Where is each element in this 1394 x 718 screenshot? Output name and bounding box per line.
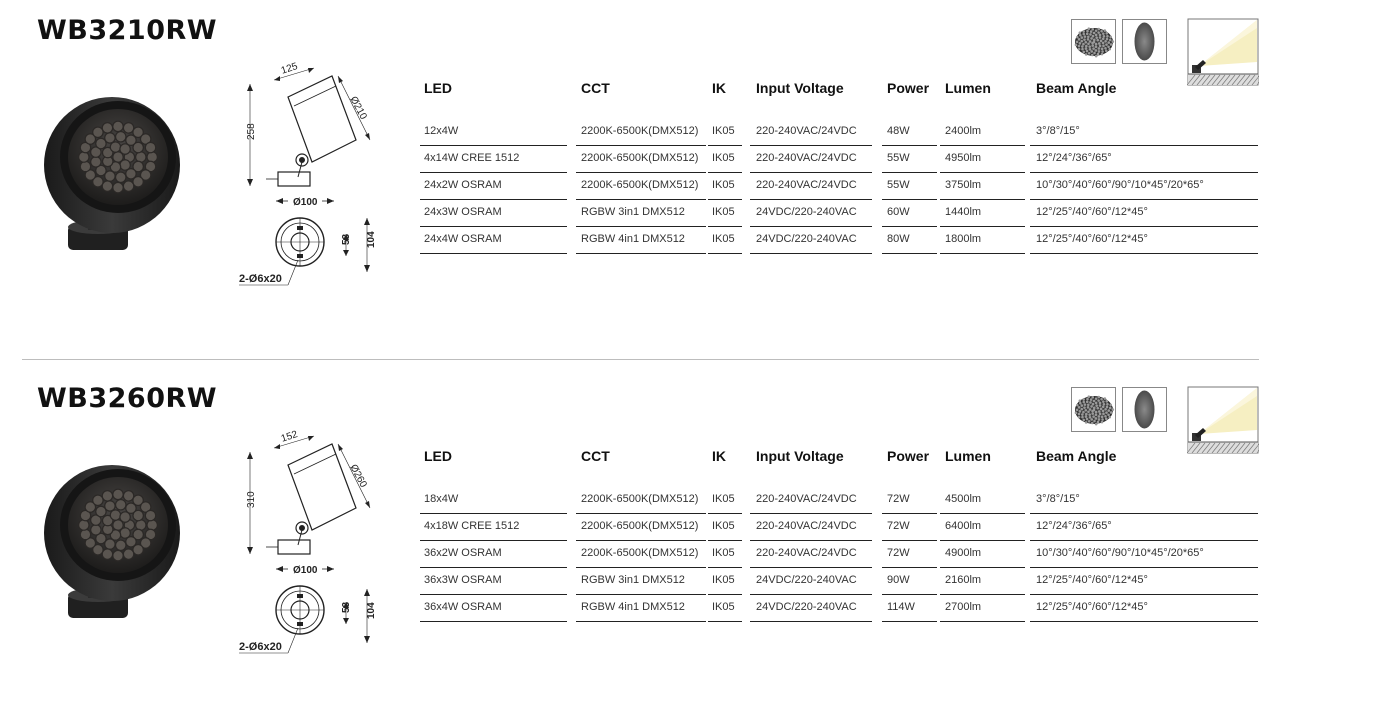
row-rule: [750, 567, 872, 568]
table-cell-beam: 12°/25°/40°/60°/12*45°: [1036, 206, 1148, 218]
table-cell-voltage: 220-240VAC/24VDC: [756, 152, 857, 164]
table-cell-ik: IK05: [712, 547, 735, 559]
row-rule: [420, 199, 567, 200]
row-rule: [940, 567, 1025, 568]
table-cell-lumen: 1800lm: [945, 233, 982, 245]
table-cell-ik: IK05: [712, 493, 735, 505]
dim-diameter: Ø260: [347, 462, 369, 490]
table-cell-lumen: 4500lm: [945, 493, 982, 505]
table-cell-ik: IK05: [712, 125, 735, 137]
table-cell-beam: 12°/25°/40°/60°/12*45°: [1036, 601, 1148, 613]
dim-base: Ø100: [293, 565, 318, 576]
table-cell-power: 60W: [887, 206, 910, 218]
dim-top: 152: [279, 430, 300, 445]
dim-base: Ø100: [293, 197, 318, 208]
table-cell-cct: RGBW 3in1 DMX512: [581, 574, 685, 586]
table-cell-beam: 3°/8°/15°: [1036, 125, 1080, 137]
table-cell-power: 48W: [887, 125, 910, 137]
table-cell-voltage: 220-240VAC/24VDC: [756, 547, 857, 559]
table-cell-beam: 10°/30°/40°/60°/90°/10*45°/20*65°: [1036, 179, 1204, 191]
table-cell-voltage: 24VDC/220-240VAC: [756, 601, 857, 613]
row-rule: [750, 540, 872, 541]
table-cell-voltage: 24VDC/220-240VAC: [756, 233, 857, 245]
row-rule: [420, 567, 567, 568]
table-cell-led: 24x2W OSRAM: [424, 179, 502, 191]
product-section-wb3260rw: [0, 368, 1394, 718]
table-cell-cct: RGBW 4in1 DMX512: [581, 601, 685, 613]
row-rule: [420, 226, 567, 227]
dim-holes: 2-Ø6x20: [239, 273, 282, 285]
column-header: IK: [712, 448, 726, 464]
table-cell-lumen: 6400lm: [945, 520, 982, 532]
row-rule: [1030, 540, 1258, 541]
table-cell-beam: 12°/25°/40°/60°/12*45°: [1036, 233, 1148, 245]
column-header: Beam Angle: [1036, 80, 1117, 96]
row-rule: [708, 594, 742, 595]
round-beam-pattern-icon: [1071, 387, 1116, 432]
row-rule: [940, 621, 1025, 622]
table-cell-cct: RGBW 3in1 DMX512: [581, 206, 685, 218]
table-cell-voltage: 220-240VAC/24VDC: [756, 125, 857, 137]
row-rule: [576, 172, 706, 173]
row-rule: [882, 594, 937, 595]
row-rule: [576, 567, 706, 568]
table-cell-led: 36x4W OSRAM: [424, 601, 502, 613]
column-header: Power: [887, 80, 930, 96]
table-cell-power: 72W: [887, 547, 910, 559]
dim-height: 310: [246, 491, 257, 508]
table-cell-beam: 12°/24°/36°/65°: [1036, 520, 1112, 532]
table-cell-power: 90W: [887, 574, 910, 586]
row-rule: [708, 199, 742, 200]
column-header: CCT: [581, 448, 610, 464]
dim-top: 125: [279, 62, 300, 77]
table-cell-led: 24x4W OSRAM: [424, 233, 502, 245]
row-rule: [576, 594, 706, 595]
row-rule: [882, 513, 937, 514]
table-cell-lumen: 4950lm: [945, 152, 982, 164]
row-rule: [1030, 199, 1258, 200]
fixture-photo: [34, 85, 184, 270]
row-rule: [1030, 513, 1258, 514]
table-cell-lumen: 2700lm: [945, 601, 982, 613]
row-rule: [1030, 621, 1258, 622]
table-cell-voltage: 220-240VAC/24VDC: [756, 520, 857, 532]
row-rule: [576, 199, 706, 200]
row-rule: [420, 621, 567, 622]
row-rule: [576, 253, 706, 254]
table-cell-ik: IK05: [712, 152, 735, 164]
table-cell-power: 72W: [887, 520, 910, 532]
table-cell-ik: IK05: [712, 206, 735, 218]
row-rule: [576, 145, 706, 146]
table-cell-power: 55W: [887, 152, 910, 164]
table-cell-beam: 10°/30°/40°/60°/90°/10*45°/20*65°: [1036, 547, 1204, 559]
row-rule: [420, 172, 567, 173]
dim-104: 104: [366, 231, 377, 248]
dim-53: 53: [341, 233, 352, 245]
table-cell-lumen: 4900lm: [945, 547, 982, 559]
row-rule: [750, 253, 872, 254]
dimension-drawing-icon: [236, 430, 406, 667]
table-cell-led: 4x18W CREE 1512: [424, 520, 520, 532]
table-cell-lumen: 3750lm: [945, 179, 982, 191]
row-rule: [940, 199, 1025, 200]
model-title: WB3210RW: [37, 15, 218, 46]
column-header: LED: [424, 448, 452, 464]
row-rule: [1030, 226, 1258, 227]
row-rule: [708, 172, 742, 173]
table-cell-voltage: 220-240VAC/24VDC: [756, 493, 857, 505]
table-cell-ik: IK05: [712, 520, 735, 532]
row-rule: [882, 540, 937, 541]
row-rule: [882, 172, 937, 173]
row-rule: [750, 145, 872, 146]
row-rule: [750, 594, 872, 595]
table-cell-power: 80W: [887, 233, 910, 245]
column-header: IK: [712, 80, 726, 96]
table-cell-led: 36x3W OSRAM: [424, 574, 502, 586]
wall-wash-application-icon: [1187, 386, 1259, 454]
row-rule: [420, 253, 567, 254]
table-cell-beam: 12°/24°/36°/65°: [1036, 152, 1112, 164]
row-rule: [420, 145, 567, 146]
row-rule: [708, 513, 742, 514]
row-rule: [882, 226, 937, 227]
row-rule: [750, 226, 872, 227]
column-header: Power: [887, 448, 930, 464]
table-cell-voltage: 24VDC/220-240VAC: [756, 574, 857, 586]
table-cell-led: 18x4W: [424, 493, 459, 505]
table-cell-beam: 12°/25°/40°/60°/12*45°: [1036, 574, 1148, 586]
column-header: Beam Angle: [1036, 448, 1117, 464]
table-cell-led: 36x2W OSRAM: [424, 547, 502, 559]
row-rule: [708, 567, 742, 568]
row-rule: [576, 513, 706, 514]
table-cell-cct: RGBW 4in1 DMX512: [581, 233, 685, 245]
column-header: Input Voltage: [756, 80, 844, 96]
column-header: Lumen: [945, 448, 991, 464]
table-cell-cct: 2200K-6500K(DMX512): [581, 152, 699, 164]
table-cell-led: 12x4W: [424, 125, 459, 137]
row-rule: [882, 253, 937, 254]
row-rule: [576, 226, 706, 227]
row-rule: [1030, 172, 1258, 173]
table-cell-led: 4x14W CREE 1512: [424, 152, 520, 164]
table-cell-cct: 2200K-6500K(DMX512): [581, 125, 699, 137]
column-header: Input Voltage: [756, 448, 844, 464]
table-cell-beam: 3°/8°/15°: [1036, 493, 1080, 505]
table-cell-power: 114W: [887, 601, 915, 613]
row-rule: [750, 513, 872, 514]
row-rule: [1030, 253, 1258, 254]
row-rule: [940, 253, 1025, 254]
table-cell-led: 24x3W OSRAM: [424, 206, 502, 218]
row-rule: [708, 621, 742, 622]
product-section-wb3210rw: [0, 0, 1394, 350]
wall-wash-application-icon: [1187, 18, 1259, 86]
dim-holes: 2-Ø6x20: [239, 641, 282, 653]
table-cell-power: 72W: [887, 493, 910, 505]
row-rule: [708, 145, 742, 146]
table-cell-ik: IK05: [712, 233, 735, 245]
table-cell-cct: 2200K-6500K(DMX512): [581, 179, 699, 191]
row-rule: [750, 172, 872, 173]
dim-diameter: Ø210: [347, 94, 369, 122]
row-rule: [940, 540, 1025, 541]
table-cell-ik: IK05: [712, 179, 735, 191]
round-beam-pattern-icon: [1071, 19, 1116, 64]
row-rule: [882, 199, 937, 200]
dim-height: 258: [246, 123, 257, 140]
row-rule: [940, 145, 1025, 146]
row-rule: [940, 513, 1025, 514]
row-rule: [576, 540, 706, 541]
table-cell-lumen: 1440lm: [945, 206, 982, 218]
table-cell-lumen: 2400lm: [945, 125, 982, 137]
row-rule: [1030, 594, 1258, 595]
dim-104: 104: [366, 602, 377, 619]
row-rule: [940, 226, 1025, 227]
table-cell-cct: 2200K-6500K(DMX512): [581, 520, 699, 532]
dimension-drawing-icon: [236, 62, 406, 299]
table-cell-ik: IK05: [712, 574, 735, 586]
row-rule: [1030, 145, 1258, 146]
row-rule: [576, 621, 706, 622]
table-cell-lumen: 2160lm: [945, 574, 982, 586]
table-cell-cct: 2200K-6500K(DMX512): [581, 547, 699, 559]
row-rule: [940, 594, 1025, 595]
row-rule: [708, 253, 742, 254]
table-cell-cct: 2200K-6500K(DMX512): [581, 493, 699, 505]
model-title: WB3260RW: [37, 383, 218, 414]
row-rule: [1030, 567, 1258, 568]
row-rule: [940, 172, 1025, 173]
table-cell-voltage: 24VDC/220-240VAC: [756, 206, 857, 218]
row-rule: [708, 226, 742, 227]
fixture-photo: [34, 453, 184, 638]
row-rule: [882, 621, 937, 622]
row-rule: [882, 567, 937, 568]
table-cell-ik: IK05: [712, 601, 735, 613]
row-rule: [750, 199, 872, 200]
oval-beam-pattern-icon: [1122, 19, 1167, 64]
dim-53: 53: [341, 601, 352, 613]
row-rule: [882, 145, 937, 146]
oval-beam-pattern-icon: [1122, 387, 1167, 432]
row-rule: [708, 540, 742, 541]
column-header: LED: [424, 80, 452, 96]
column-header: Lumen: [945, 80, 991, 96]
section-divider: [22, 359, 1259, 360]
row-rule: [750, 621, 872, 622]
row-rule: [420, 594, 567, 595]
column-header: CCT: [581, 80, 610, 96]
table-cell-voltage: 220-240VAC/24VDC: [756, 179, 857, 191]
table-cell-power: 55W: [887, 179, 910, 191]
row-rule: [420, 513, 567, 514]
row-rule: [420, 540, 567, 541]
